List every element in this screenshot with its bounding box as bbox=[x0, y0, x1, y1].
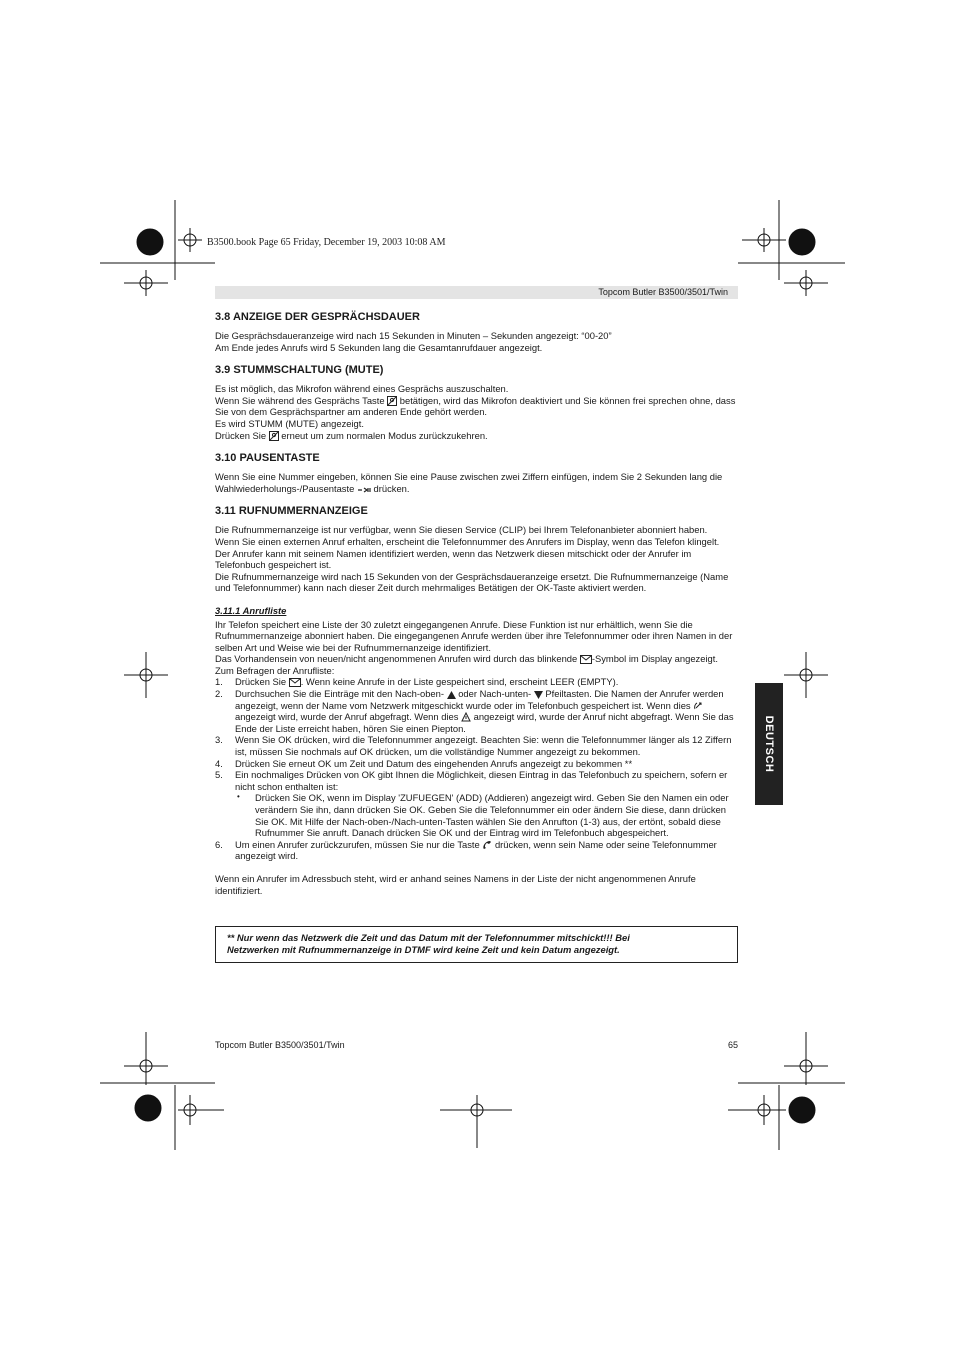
envelope-icon bbox=[289, 678, 301, 687]
note-line: ** Nur wenn das Netzwerk die Zeit und das Datum mit der Telefonnummer mitschickt!!! Bei bbox=[227, 932, 630, 943]
list-item: 1. Drücken Sie . Wenn keine Anrufe in der Liste gespeichert sind, erscheint LEER (EMPTY). bbox=[215, 676, 619, 688]
mute-key-icon bbox=[387, 396, 397, 406]
paragraph: Die Rufnummernanzeige ist nur verfügbar, wenn Sie diesen Service (CLIP) bei Ihrem Telefonanbieter abonniert haben. bbox=[215, 524, 708, 536]
section-title: 3.10 PAUSENTASTE bbox=[215, 452, 320, 465]
list-item: 5. Ein nochmaliges Drücken von OK gibt Ihnen die Möglichkeit, diesen Eintrag in das Telefonbuch zu speichern, sofern er nicht schon enthalten ist: bbox=[215, 769, 728, 792]
footer-product-name: Topcom Butler B3500/3501/Twin bbox=[215, 1040, 345, 1050]
book-info-line: B3500.book Page 65 Friday, December 19, 2003 10:08 AM bbox=[207, 237, 446, 248]
call-answered-icon bbox=[693, 701, 703, 711]
list-item: 6. Um einen Anrufer zurückzurufen, müssen Sie nur die Taste drücken, wenn sein Name oder seine Telefonnummer angezeigt wird. bbox=[215, 838, 717, 862]
paragraph: Wenn Sie während des Gesprächs Taste betätigen, wird das Mikrofon deaktiviert und Sie können frei sprechen ohne, dass Sie von dem Gesprächspartner am anderen Ende gehört werden. bbox=[215, 394, 736, 418]
header-product-name: Topcom Butler B3500/3501/Twin bbox=[598, 287, 728, 297]
language-label: DEUTSCH bbox=[763, 715, 775, 773]
footnote-box bbox=[215, 926, 738, 963]
list-item: 2. Durchsuchen Sie die Einträge mit den Nach-oben- oder Nach-unten- Pfeiltasten. Die Namen der Anrufer werden angezeigt, wenn der Name vom Netzwerk mitgeschickt wurde oder im Telefonbuch gespeichert ist. Wenn dies angezeigt wird, wurde der Anruf abgefragt. Wenn dies angezeigt wird, wurde der Anruf nicht abgefragt. Wenn Sie das Ende der Liste erreicht haben, hören Sie einen Piepton. bbox=[215, 688, 734, 734]
paragraph: Ihr Telefon speichert eine Liste der 30 zuletzt eingegangenen Anrufe. Diese Funktion ist nur erhältlich, wenn Sie die Rufnummernanzeige abonniert haben. Die eingegangenen Anrufe werden über ihre Telefonnummer oder ihren Namen in der selben Art und Weise wie bei der Rufnummernanzeige identifiziert. bbox=[215, 618, 733, 653]
list-item: • Drücken Sie OK, wenn im Display 'ZUFUEGEN' (ADD) (Addieren) angezeigt wird. Geben Sie den Namen ein oder verändern Sie ihn, dann drücken Sie OK. Geben Sie die Telefonnummer ein oder ändern Sie diese, dann drücken Sie OK. Mit Hilfe der Nach-oben-/Nach-unten-Tasten wählen Sie den Anrufton (1-3) aus, der ertönt, sobald diese Rufnummer Sie anruft. Danach drücken Sie OK und der Eintrag wird im Telefonbuch abgespeichert. bbox=[237, 792, 729, 839]
language-side-tab bbox=[755, 683, 783, 805]
note-line: Netzwerken mit Rufnummernanzeige in DTMF wird keine Zeit und kein Datum angezeigt. bbox=[227, 944, 620, 955]
paragraph: Die Rufnummernanzeige wird nach 15 Sekunden von der Gesprächsdaueranzeige ersetzt. Die Rufnummernanzeige (Name und Telefonnummer) kann nach dieser Zeit durch mehrmaliges Betätigen der OK-Taste aktiviert werden. bbox=[215, 570, 729, 594]
paragraph: Es wird STUMM (MUTE) angezeigt. bbox=[215, 417, 364, 429]
paragraph: Wenn Sie eine Nummer eingeben, können Sie eine Pause zwischen zwei Ziffern einfügen, indem Sie 2 Sekunden lang die Wahlwiederholungs-/Pausentaste drücken. bbox=[215, 471, 723, 494]
paragraph: Wenn ein Anrufer im Adressbuch steht, wird er anhand seines Namens in der Liste der nicht angenommenen Anrufe identifiziert. bbox=[215, 872, 696, 896]
section-3-9 bbox=[215, 364, 738, 441]
paragraph: Das Vorhandensein von neuen/nicht angenommenen Anrufen wird durch das blinkende -Symbol im Display angezeigt. Zum Befragen der Anrufliste: bbox=[215, 653, 718, 676]
mute-key-icon bbox=[269, 431, 279, 441]
steps-list bbox=[215, 676, 738, 792]
arrow-down-icon bbox=[534, 691, 543, 699]
list-item: 4. Drücken Sie erneut OK um Zeit und Datum des eingehenden Anrufs angezeigt zu bekommen ** bbox=[215, 757, 633, 769]
section-3-11 bbox=[215, 505, 738, 594]
sub-bullet-list bbox=[215, 792, 738, 838]
subsection-title: 3.11.1 Anrufliste bbox=[215, 604, 287, 616]
main-content bbox=[215, 311, 738, 907]
section-title: 3.11 RUFNUMMERNANZEIGE bbox=[215, 505, 368, 518]
redial-pause-key-icon bbox=[357, 486, 371, 494]
paragraph: Die Gesprächsdaueranzeige wird nach 15 Sekunden in Minuten – Sekunden angezeigt: “00-20” bbox=[215, 330, 612, 341]
paragraph: Es ist möglich, das Mikrofon während eines Gesprächs auszuschalten. bbox=[215, 383, 509, 395]
list-item: 3. Wenn Sie OK drücken, wird die Telefonnummer angezeigt. Beachten Sie: wenn die Telefonnummer länger als 12 Ziffern ist, müssen Sie nochmals auf OK drücken, um die vollständige Nummer angezeigt zu bekommen. bbox=[215, 734, 732, 758]
envelope-icon bbox=[580, 655, 592, 664]
phone-handset-icon bbox=[482, 840, 492, 850]
paragraph: Drücken Sie erneut um zum normalen Modus zurückzukehren. bbox=[215, 429, 488, 441]
page-number: 65 bbox=[727, 1040, 738, 1050]
paragraph: Wenn Sie einen externen Anruf erhalten, erscheint die Telefonnummer des Anrufers im Display, wenn das Telefon klingelt. bbox=[215, 535, 720, 547]
arrow-up-icon bbox=[447, 691, 456, 699]
paragraph: Der Anrufer kann mit seinem Namen identifiziert werden, wenn das Netzwerk diesen mitschickt oder der Anrufer im Telefonbuch gespeichert ist. bbox=[215, 547, 692, 571]
section-3-11-1 bbox=[215, 605, 738, 896]
call-unanswered-icon bbox=[461, 712, 471, 722]
page-header-bar bbox=[215, 286, 738, 299]
section-3-8 bbox=[215, 311, 738, 353]
section-title: 3.8 ANZEIGE DER GESPRÄCHSDAUER bbox=[215, 311, 420, 323]
section-3-10 bbox=[215, 452, 738, 494]
section-title: 3.9 STUMMSCHALTUNG (MUTE) bbox=[215, 364, 384, 377]
steps-list-continued bbox=[215, 839, 738, 862]
paragraph: Am Ende jedes Anrufs wird 5 Sekunden lang die Gesamtanrufdauer angezeigt. bbox=[215, 341, 543, 353]
